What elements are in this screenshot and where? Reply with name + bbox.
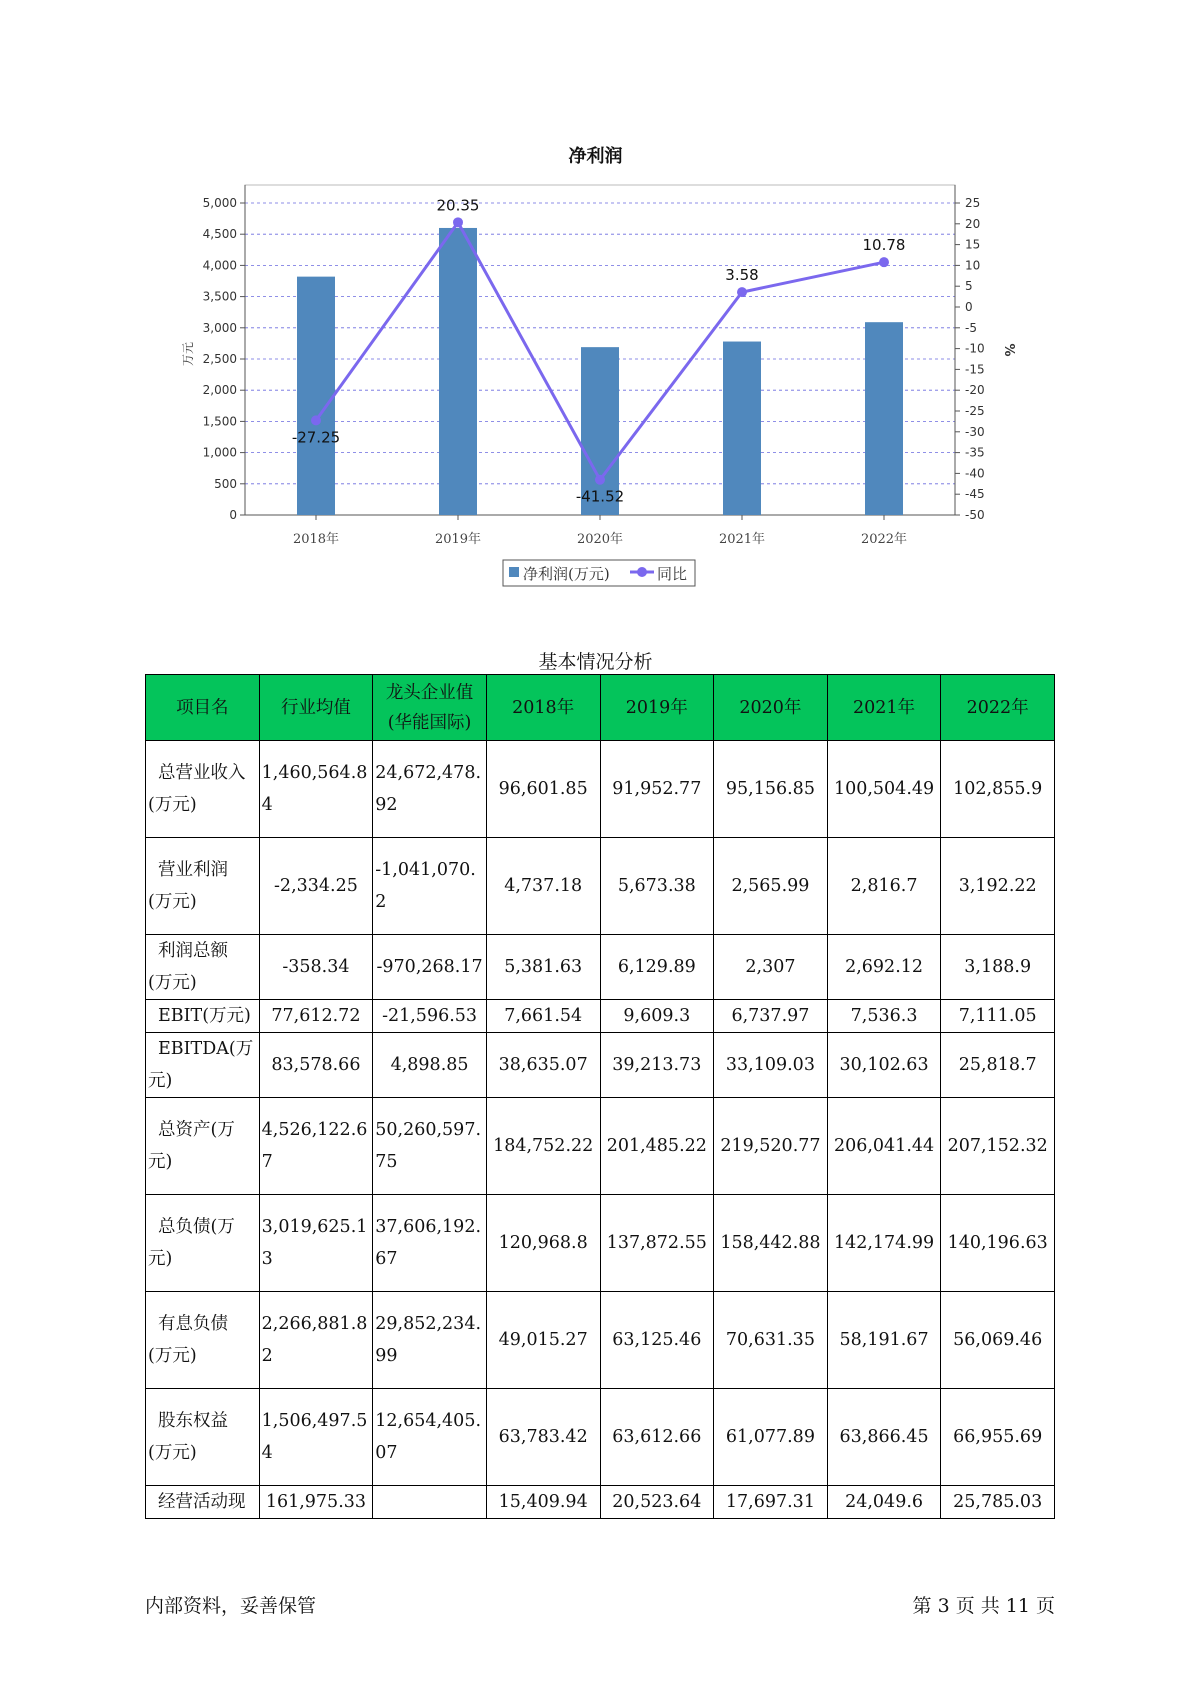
cell-leader-value <box>373 1098 487 1195</box>
cell-leader-value <box>373 935 487 1000</box>
left-tick-label: 2,000 <box>202 383 237 398</box>
cell-year-value: 184,752.22 <box>486 1098 600 1195</box>
net-profit-chart <box>0 0 1191 600</box>
right-tick-label: 5 <box>965 279 973 294</box>
header-2022: 2022年 <box>941 675 1055 741</box>
row-name-line1: 总营业收入 <box>158 763 246 783</box>
right-tick-label: -10 <box>965 341 985 356</box>
cell-year-value: 39,213.73 <box>600 1033 714 1098</box>
cell-leader-value <box>373 1389 487 1486</box>
table-row <box>146 1389 1055 1486</box>
x-tick-label: 2018年 <box>292 532 340 547</box>
yoy-point-2021年 <box>737 287 747 297</box>
cell-year-value: 100,504.49 <box>827 741 941 838</box>
yoy-point-2019年 <box>453 217 463 227</box>
row-item-name <box>146 1486 260 1519</box>
bar-2018年 <box>297 277 335 515</box>
cell-year-value: 120,968.8 <box>486 1195 600 1292</box>
cell-year-value: 63,125.46 <box>600 1292 714 1389</box>
cell-text: 4,526,122.6 <box>261 1120 368 1140</box>
header-2020: 2020年 <box>714 675 828 741</box>
table-header-row <box>146 675 1055 741</box>
cell-year-value: 24,049.6 <box>827 1486 941 1519</box>
cell-text-wrap: 92 <box>375 795 398 815</box>
cell-year-value: 91,952.77 <box>600 741 714 838</box>
cell-leader-value <box>373 1195 487 1292</box>
row-item-name <box>146 1098 260 1195</box>
header-item-name: 项目名 <box>146 675 260 741</box>
right-tick-label: -25 <box>965 404 985 418</box>
table-row <box>146 741 1055 838</box>
cell-text-wrap: 2 <box>261 1346 273 1366</box>
bar-2021年 <box>723 342 761 515</box>
right-tick-label: -5 <box>965 320 977 335</box>
cell-text: 161,975.33 <box>265 1492 367 1512</box>
cell-text: 1,506,497.5 <box>261 1411 368 1431</box>
bar-series <box>297 228 903 515</box>
cell-year-value: 2,692.12 <box>827 935 941 1000</box>
bar-2022年 <box>865 322 903 515</box>
cell-year-value: 20,523.64 <box>600 1486 714 1519</box>
cell-year-value: 2,307 <box>714 935 828 1000</box>
x-tick-label: 2022年 <box>860 532 908 547</box>
cell-year-value: 158,442.88 <box>714 1195 828 1292</box>
row-name-line1: 经营活动现 <box>158 1492 246 1512</box>
row-name-line2: 元) <box>148 1152 173 1172</box>
cell-year-value: 63,783.42 <box>486 1389 600 1486</box>
table-row <box>146 838 1055 935</box>
row-name-line1: 利润总额 <box>158 941 228 961</box>
cell-industry-avg <box>259 1000 373 1033</box>
cell-industry-avg <box>259 1486 373 1519</box>
header-leader-value <box>373 675 487 741</box>
cell-text-wrap: 07 <box>375 1443 398 1463</box>
cell-text: -2,334.25 <box>274 876 358 896</box>
cell-year-value: 17,697.31 <box>714 1486 828 1519</box>
header-2021: 2021年 <box>827 675 941 741</box>
cell-text: 3,019,625.1 <box>261 1217 368 1237</box>
x-tick-label: 2020年 <box>576 532 624 547</box>
cell-year-value: 219,520.77 <box>714 1098 828 1195</box>
table-row <box>146 935 1055 1000</box>
cell-leader-value <box>373 741 487 838</box>
cell-text: 24,672,478. <box>375 763 482 783</box>
cell-industry-avg <box>259 1033 373 1098</box>
cell-year-value: 9,609.3 <box>600 1000 714 1033</box>
table-row <box>146 1000 1055 1033</box>
cell-year-value: 4,737.18 <box>486 838 600 935</box>
cell-text: 83,578.66 <box>271 1055 361 1075</box>
cell-text: 12,654,405. <box>375 1411 482 1431</box>
row-name-line2: 元) <box>148 1071 173 1091</box>
row-name-line1: EBITDA(万 <box>158 1039 254 1059</box>
cell-text-wrap: 3 <box>261 1249 273 1269</box>
right-tick-label: 10 <box>965 258 981 273</box>
cell-year-value: 201,485.22 <box>600 1098 714 1195</box>
yoy-label: 20.35 <box>436 196 480 215</box>
table-caption: 基本情况分析 <box>538 651 653 673</box>
cell-year-value: 38,635.07 <box>486 1033 600 1098</box>
row-name-line2: (万元) <box>148 973 197 993</box>
cell-industry-avg <box>259 935 373 1000</box>
row-name-line2: (万元) <box>148 795 197 815</box>
cell-year-value: 56,069.46 <box>941 1292 1055 1389</box>
table-row <box>146 1098 1055 1195</box>
cell-text: -358.34 <box>282 957 350 977</box>
left-tick-label: 500 <box>214 476 237 491</box>
cell-year-value: 30,102.63 <box>827 1033 941 1098</box>
cell-text: 1,460,564.8 <box>261 763 368 783</box>
cell-text-wrap: 67 <box>375 1249 398 1269</box>
row-name-line2: (万元) <box>148 892 197 912</box>
legend-bar-swatch <box>509 567 519 577</box>
right-tick-label: -15 <box>965 362 985 377</box>
right-axis-label: % <box>1001 343 1016 357</box>
yoy-label: 3.58 <box>725 266 759 285</box>
right-tick-label: -20 <box>965 383 985 398</box>
row-item-name <box>146 1000 260 1033</box>
x-tick-label: 2021年 <box>718 532 766 547</box>
left-tick-label: 2,500 <box>202 352 237 366</box>
cell-leader-value <box>373 838 487 935</box>
cell-year-value: 7,536.3 <box>827 1000 941 1033</box>
cell-year-value: 63,866.45 <box>827 1389 941 1486</box>
right-tick-label: -30 <box>965 424 985 439</box>
cell-text: -21,596.53 <box>382 1006 478 1026</box>
cell-year-value: 33,109.03 <box>714 1033 828 1098</box>
cell-year-value: 95,156.85 <box>714 741 828 838</box>
yoy-point-2020年 <box>595 475 605 485</box>
footer-page-number: 第 3 页 共 11 页 <box>912 1595 1055 1617</box>
cell-text: 2,266,881.8 <box>261 1314 368 1334</box>
row-name-line2: (万元) <box>148 1443 197 1463</box>
cell-text: 37,606,192. <box>375 1217 482 1237</box>
cell-leader-value <box>373 1000 487 1033</box>
header-industry-avg: 行业均值 <box>259 675 373 741</box>
cell-text-wrap: 4 <box>261 1443 273 1463</box>
legend-line-label: 同比 <box>657 565 688 583</box>
right-tick-label: -35 <box>965 445 985 460</box>
cell-year-value: 25,818.7 <box>941 1033 1055 1098</box>
cell-year-value: 15,409.94 <box>486 1486 600 1519</box>
row-name-line1: 总负债(万 <box>158 1217 235 1237</box>
right-tick-label: 15 <box>965 237 981 252</box>
yoy-point-2018年 <box>311 415 321 425</box>
cell-year-value: 96,601.85 <box>486 741 600 838</box>
cell-year-value: 2,565.99 <box>714 838 828 935</box>
row-item-name <box>146 1195 260 1292</box>
cell-text-wrap: -970,268.17 <box>376 957 483 977</box>
cell-year-value: 140,196.63 <box>941 1195 1055 1292</box>
row-item-name <box>146 741 260 838</box>
row-item-name <box>146 1033 260 1098</box>
cell-industry-avg <box>259 1195 373 1292</box>
cell-year-value: 5,673.38 <box>600 838 714 935</box>
cell-text: 50,260,597. <box>375 1120 482 1140</box>
cell-year-value: 49,015.27 <box>486 1292 600 1389</box>
cell-year-value: 102,855.9 <box>941 741 1055 838</box>
left-tick-label: 5,000 <box>202 196 237 210</box>
row-name-line1: 股东权益 <box>158 1411 228 1431</box>
cell-year-value: 206,041.44 <box>827 1098 941 1195</box>
table-row <box>146 1292 1055 1389</box>
row-name-line1: 有息负债 <box>158 1314 228 1334</box>
chart-legend <box>503 560 695 586</box>
left-tick-label: 3,000 <box>202 320 237 335</box>
left-tick-label: 1,500 <box>202 414 237 429</box>
legend-bar-label: 净利润(万元) <box>523 565 610 583</box>
cell-text: -1,041,070. <box>375 860 476 880</box>
left-axis-label: 万元 <box>181 341 195 367</box>
right-tick-label: 25 <box>965 196 981 210</box>
cell-text-wrap: 99 <box>375 1346 398 1366</box>
cell-industry-avg <box>259 1292 373 1389</box>
legend-line-marker <box>637 567 647 577</box>
right-tick-label: -40 <box>965 466 985 481</box>
cell-year-value: 58,191.67 <box>827 1292 941 1389</box>
right-tick-label: 20 <box>965 216 981 231</box>
row-item-name <box>146 1292 260 1389</box>
row-name-line2: (万元) <box>148 1346 197 1366</box>
cell-leader-value <box>373 1033 487 1098</box>
cell-year-value: 25,785.03 <box>941 1486 1055 1519</box>
cell-industry-avg <box>259 741 373 838</box>
right-tick-label: -45 <box>965 487 985 502</box>
cell-industry-avg <box>259 1098 373 1195</box>
cell-year-value: 6,129.89 <box>600 935 714 1000</box>
table-row <box>146 1195 1055 1292</box>
cell-year-value: 142,174.99 <box>827 1195 941 1292</box>
cell-year-value: 70,631.35 <box>714 1292 828 1389</box>
cell-year-value: 66,955.69 <box>941 1389 1055 1486</box>
cell-year-value: 7,111.05 <box>941 1000 1055 1033</box>
header-2019: 2019年 <box>600 675 714 741</box>
x-tick-label: 2019年 <box>434 532 482 547</box>
cell-text: 77,612.72 <box>271 1006 361 1026</box>
right-tick-label: -50 <box>965 508 985 522</box>
left-tick-label: 1,000 <box>202 445 237 460</box>
cell-text-wrap: 75 <box>375 1152 398 1172</box>
left-tick-label: 4,500 <box>202 227 237 242</box>
header-leader-line1: 龙头企业值 <box>385 682 474 703</box>
header-2018: 2018年 <box>486 675 600 741</box>
row-name-line2: 元) <box>148 1249 173 1269</box>
cell-text-wrap: 7 <box>261 1152 273 1172</box>
cell-year-value: 3,192.22 <box>941 838 1055 935</box>
row-name-line1: EBIT(万元) <box>158 1006 251 1026</box>
cell-year-value: 61,077.89 <box>714 1389 828 1486</box>
cell-industry-avg <box>259 1389 373 1486</box>
cell-year-value: 2,816.7 <box>827 838 941 935</box>
header-leader-line2: (华能国际) <box>387 712 472 733</box>
row-name-line1: 总资产(万 <box>158 1120 235 1140</box>
cell-text: 4,898.85 <box>390 1055 469 1075</box>
yoy-label: -41.52 <box>575 487 625 506</box>
table-row <box>146 1486 1055 1519</box>
yoy-label: 10.78 <box>862 236 906 255</box>
row-item-name <box>146 1389 260 1486</box>
cell-leader-value <box>373 1486 487 1519</box>
left-tick-label: 0 <box>229 508 237 522</box>
footer-confidential: 内部资料，妥善保管 <box>145 1595 317 1617</box>
yoy-label: -27.25 <box>291 428 341 447</box>
yoy-point-2022年 <box>879 257 889 267</box>
cell-leader-value <box>373 1292 487 1389</box>
cell-year-value: 207,152.32 <box>941 1098 1055 1195</box>
cell-year-value: 6,737.97 <box>714 1000 828 1033</box>
row-item-name <box>146 935 260 1000</box>
row-name-line1: 营业利润 <box>158 860 228 880</box>
cell-year-value: 63,612.66 <box>600 1389 714 1486</box>
cell-year-value: 3,188.9 <box>941 935 1055 1000</box>
cell-year-value: 7,661.54 <box>486 1000 600 1033</box>
cell-year-value: 5,381.63 <box>486 935 600 1000</box>
cell-text: 29,852,234. <box>375 1314 482 1334</box>
basic-analysis-table <box>145 674 1055 1519</box>
cell-text-wrap: 2 <box>375 892 387 912</box>
chart-title: 净利润 <box>568 146 623 167</box>
table-row <box>146 1033 1055 1098</box>
cell-year-value: 137,872.55 <box>600 1195 714 1292</box>
row-item-name <box>146 838 260 935</box>
right-tick-label: 0 <box>965 300 973 314</box>
cell-industry-avg <box>259 838 373 935</box>
cell-text-wrap: 4 <box>261 795 273 815</box>
left-tick-label: 3,500 <box>202 289 237 304</box>
bar-2019年 <box>439 228 477 515</box>
left-tick-label: 4,000 <box>202 258 237 273</box>
